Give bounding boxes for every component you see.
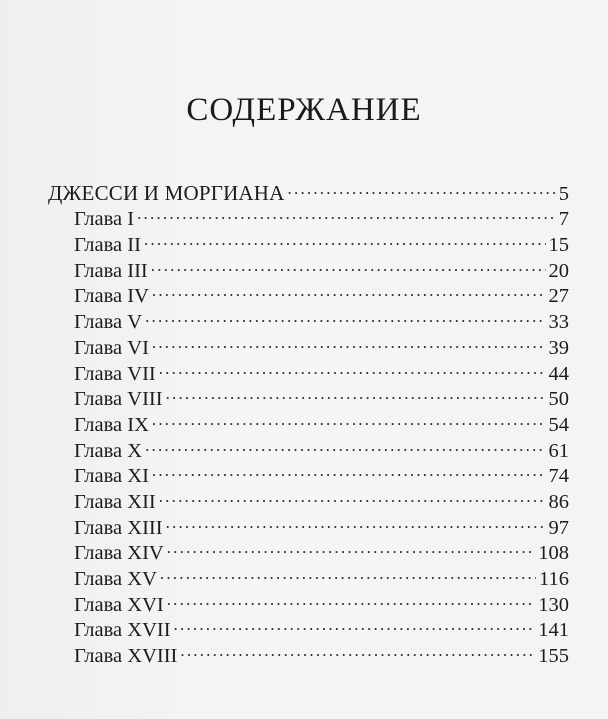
toc-entry-label: Глава IV — [74, 285, 149, 308]
toc-leader-dots — [145, 302, 545, 328]
toc-entry-label: Глава XVIII — [74, 645, 178, 668]
toc-leader-dots — [159, 482, 546, 508]
toc-entry-page: 5 — [558, 182, 569, 205]
toc-entry-label: ДЖЕССИ И МОРГИАНА — [48, 180, 285, 205]
toc-entry-page: 108 — [538, 542, 569, 565]
toc-entry-page: 20 — [548, 259, 569, 282]
toc-entry-page: 61 — [548, 439, 569, 462]
toc-entry-label: Глава XI — [74, 465, 149, 488]
toc-leader-dots — [167, 534, 536, 560]
toc-entry-label: Глава X — [74, 439, 143, 462]
toc-entry-page: 97 — [548, 516, 569, 539]
toc-leader-dots — [151, 251, 546, 277]
toc-entry-label: Глава XIII — [74, 516, 163, 539]
toc-entry-page: 141 — [538, 619, 569, 642]
toc-entry-page: 50 — [548, 388, 569, 411]
toc-leader-dots — [137, 200, 556, 226]
toc-entry-page: 74 — [548, 465, 569, 488]
toc-entry-label: Глава I — [74, 208, 135, 231]
toc-entry-label: Глава XVI — [74, 593, 164, 616]
toc-entry-label: Глава III — [74, 259, 148, 282]
toc-entry-page: 33 — [548, 311, 569, 334]
toc-entry-label: Глава VII — [74, 362, 156, 385]
toc-entry-page: 7 — [558, 208, 569, 231]
toc-leader-dots — [174, 611, 536, 637]
toc-entry — [48, 174, 569, 205]
page-title: СОДЕРЖАНИЕ — [186, 92, 422, 128]
toc-leader-dots — [288, 174, 556, 200]
toc-entry-label: Глава XIV — [74, 542, 164, 565]
toc-entry-page: 116 — [539, 568, 569, 590]
toc-entry-label: Глава II — [74, 234, 141, 257]
toc-leader-dots — [180, 636, 535, 662]
toc-entry-label: Глава XVII — [74, 619, 171, 642]
toc-leader-dots — [160, 559, 536, 585]
toc-entry-label: Глава V — [74, 311, 143, 334]
toc-entry-label: Глава XV — [74, 568, 157, 590]
toc-leader-dots — [144, 225, 546, 251]
toc-entry-label: Глава IX — [74, 413, 149, 436]
toc-entry-page: 15 — [548, 234, 569, 257]
toc-leader-dots — [166, 508, 546, 534]
toc-entry-page: 130 — [538, 593, 569, 616]
toc-leader-dots — [166, 380, 546, 406]
toc-leader-dots — [152, 405, 546, 431]
toc-leader-dots — [145, 431, 545, 457]
toc-leader-dots — [152, 277, 546, 303]
toc-entry-page: 27 — [548, 285, 569, 308]
toc-entry-page: 44 — [548, 362, 569, 385]
toc-leader-dots — [152, 457, 546, 483]
table-of-contents — [48, 174, 569, 668]
toc-entry-page: 54 — [548, 413, 569, 436]
toc-entry-page: 155 — [538, 645, 569, 668]
toc-leader-dots — [152, 328, 546, 354]
toc-leader-dots — [159, 354, 546, 380]
toc-leader-dots — [167, 585, 536, 611]
toc-entry-page: 86 — [548, 490, 569, 513]
toc-entry-label: Глава VIII — [74, 388, 163, 411]
toc-entry-label: Глава XII — [74, 490, 156, 513]
toc-entry-label: Глава VI — [74, 336, 149, 359]
toc-entry-page: 39 — [548, 336, 569, 359]
